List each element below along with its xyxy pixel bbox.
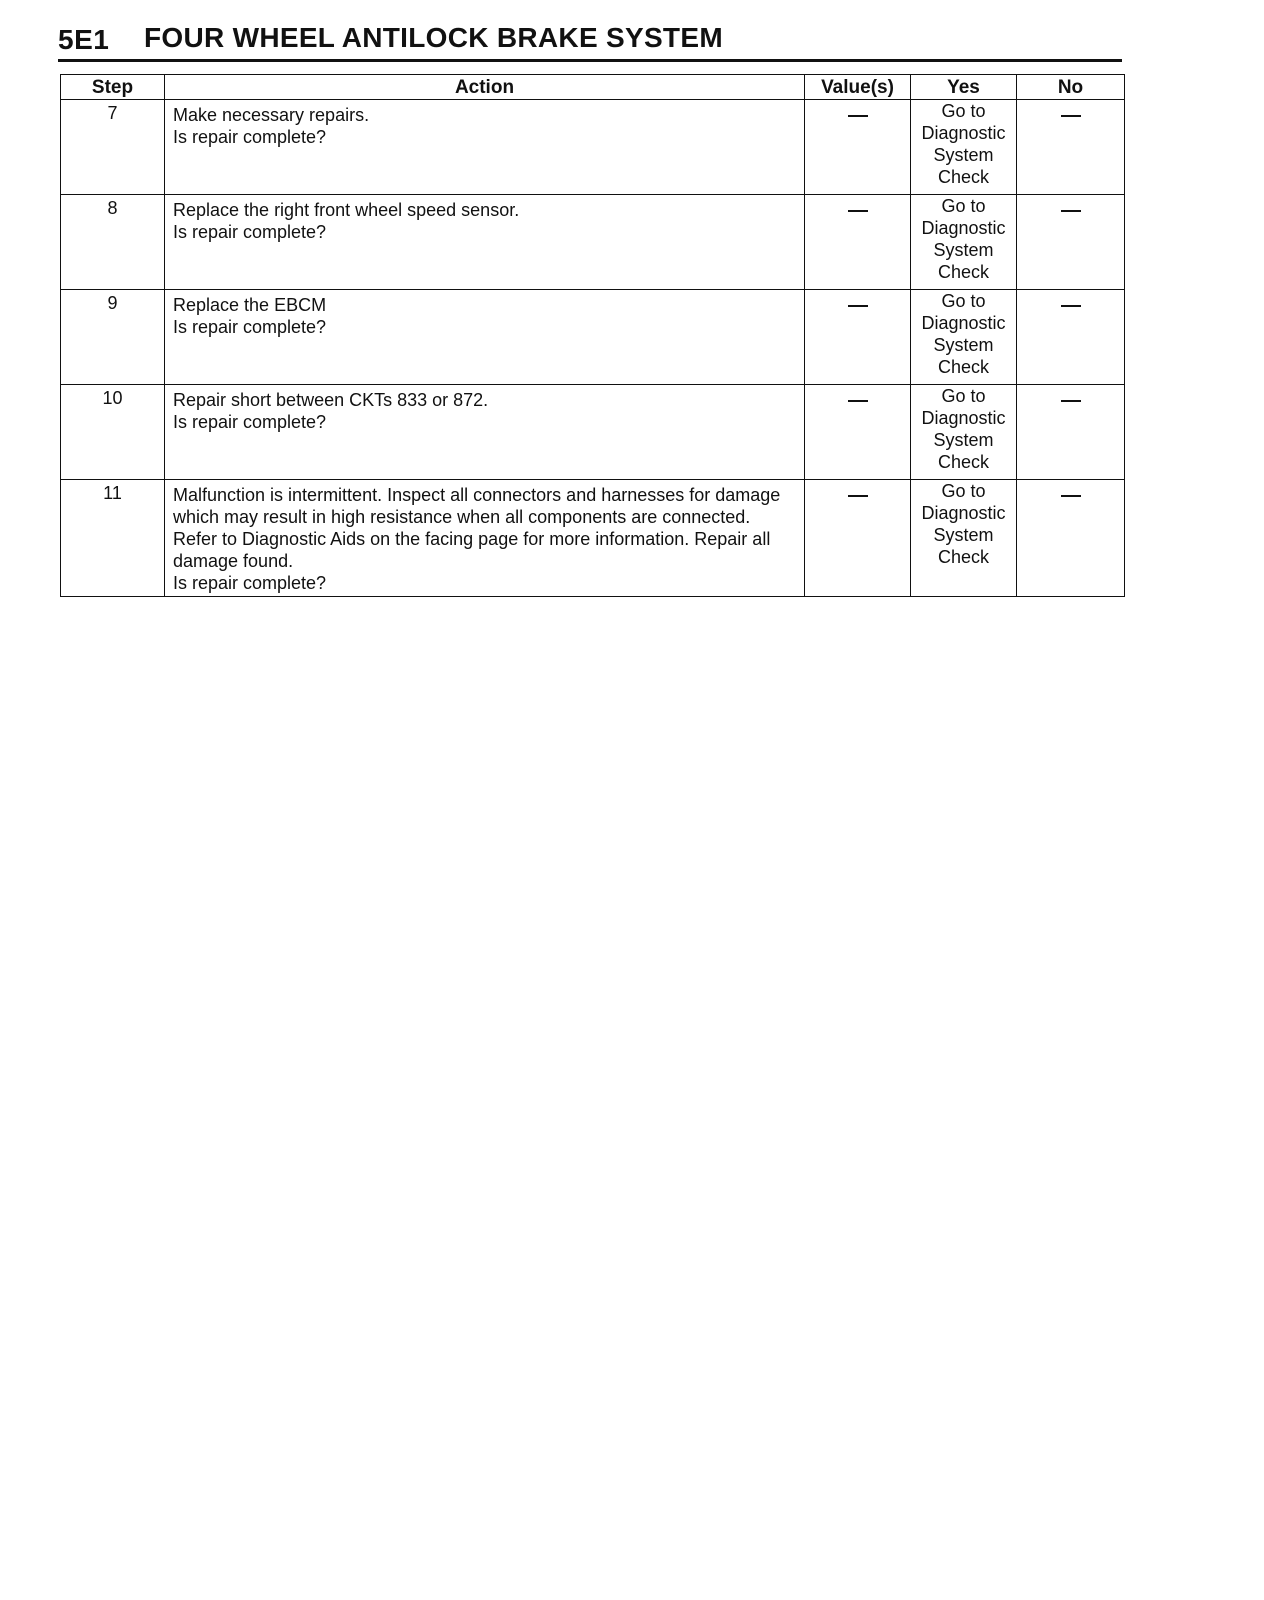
step-cell: 8 [61,195,165,290]
no-cell [1017,195,1125,290]
dash-mark [848,400,868,402]
value-cell [805,385,911,480]
dash-mark [848,305,868,307]
dash-mark [848,495,868,497]
column-header-step: Step [61,75,165,100]
table-row [61,385,1125,480]
column-header-no: No [1017,75,1125,100]
table-row [61,195,1125,290]
dash-mark [1061,400,1081,402]
table-header-row [61,75,1125,100]
table-row [61,290,1125,385]
dash-mark [1061,305,1081,307]
table-row [61,480,1125,597]
step-cell: 11 [61,480,165,597]
section-code: 5E1 [58,24,110,55]
no-cell [1017,290,1125,385]
no-cell [1017,480,1125,597]
column-header-yes: Yes [911,75,1017,100]
yes-cell: Go to Diagnostic System Check [911,480,1017,597]
value-cell [805,290,911,385]
no-cell [1017,100,1125,195]
dash-mark [1061,210,1081,212]
yes-cell: Go to Diagnostic System Check [911,385,1017,480]
yes-cell: Go to Diagnostic System Check [911,100,1017,195]
no-cell [1017,385,1125,480]
diagnostic-table [60,74,1125,597]
step-cell: 7 [61,100,165,195]
step-cell: 10 [61,385,165,480]
dash-mark [848,210,868,212]
action-cell: Replace the right front wheel speed sensor. Is repair complete? [165,195,805,290]
column-header-action: Action [165,75,805,100]
yes-cell: Go to Diagnostic System Check [911,195,1017,290]
dash-mark [1061,115,1081,117]
page-header [58,18,1122,62]
action-cell: Repair short between CKTs 833 or 872. Is repair complete? [165,385,805,480]
step-cell: 9 [61,290,165,385]
action-cell: Make necessary repairs. Is repair complete? [165,100,805,195]
column-header-values: Value(s) [805,75,911,100]
page-title: FOUR WHEEL ANTILOCK BRAKE SYSTEM [144,22,723,53]
table-row [61,100,1125,195]
value-cell [805,100,911,195]
value-cell [805,480,911,597]
dash-mark [1061,495,1081,497]
value-cell [805,195,911,290]
action-cell: Replace the EBCM Is repair complete? [165,290,805,385]
action-cell: Malfunction is intermittent. Inspect all connectors and harnesses for damage which may result in high resistance when all components are connected. Refer to Diagnostic Aids on the facing page for more information. Repair all damage found. Is repair complete? [165,480,805,597]
dash-mark [848,115,868,117]
yes-cell: Go to Diagnostic System Check [911,290,1017,385]
